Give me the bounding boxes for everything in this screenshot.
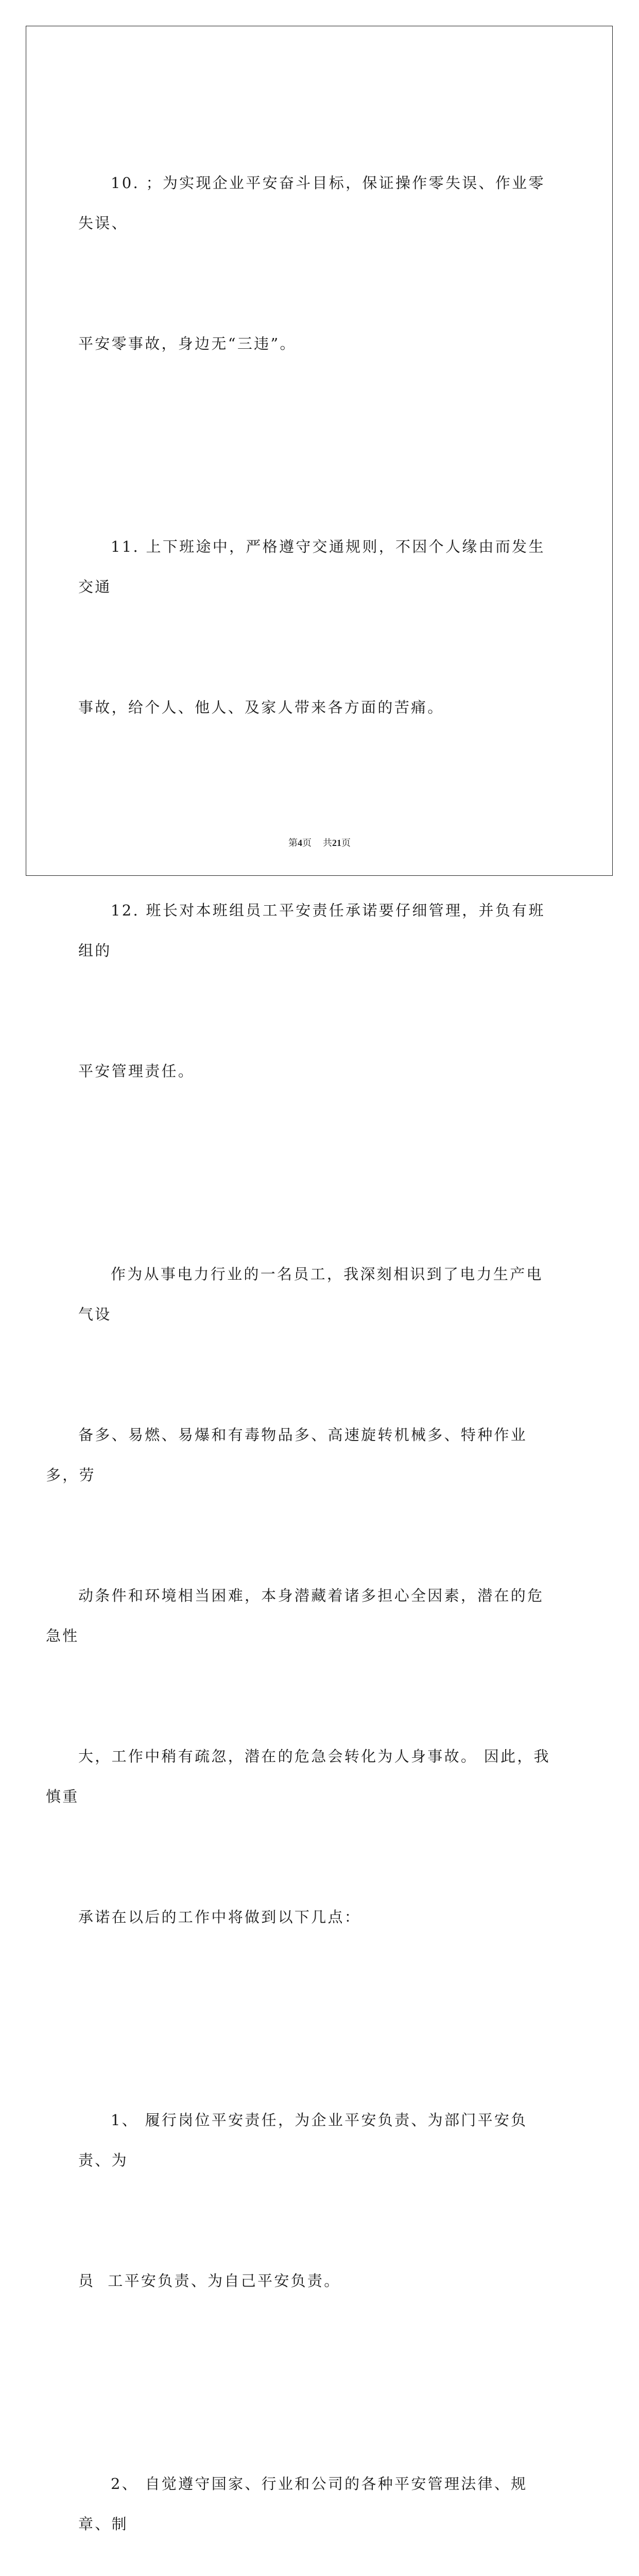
total-suffix: 页 xyxy=(341,838,351,848)
paragraph-point-2 xyxy=(78,2383,560,2576)
paragraph-commitment-intro xyxy=(46,1174,560,2018)
page-prefix: 第 xyxy=(288,838,298,848)
paragraph-item-10 xyxy=(78,82,560,444)
text-line: 员 工平安负责、为自己平安负责。 xyxy=(78,2272,341,2290)
text-line: 平安零事故，身边无“三违”。 xyxy=(78,335,297,352)
text-line: 事故，给个人、他人、及家人带来各方面的苦痛。 xyxy=(78,699,444,716)
text-line: 11. 上下班途中，严格遵守交通规则，不因个人缘由而发生交通 xyxy=(78,538,545,596)
text-line: 1、 履行岗位平安责任，为企业平安负责、为部门平安负责、为 xyxy=(78,2111,528,2169)
document-body xyxy=(46,82,560,2576)
paragraph-item-11 xyxy=(78,446,560,808)
text-line: 10. ；为实现企业平安奋斗目标，保证操作零失误、作业零失误、 xyxy=(78,174,545,232)
page-number: 4 xyxy=(298,838,302,848)
text-line: 承诺在以后的工作中将做到以下几点： xyxy=(78,1908,361,1926)
text-line: 12. 班长对本班组员工平安责任承诺要仔细管理，并负有班组的 xyxy=(78,902,545,959)
text-line: 平安管理责任。 xyxy=(78,1062,195,1080)
text-line: 备多、易燃、易爆和有毒物品多、高速旋转机械多、特种作业多，劳 xyxy=(46,1426,528,1484)
total-prefix: 共 xyxy=(323,838,332,848)
paragraph-point-1 xyxy=(78,2020,560,2381)
page-footer xyxy=(0,836,639,849)
text-line: 动条件和环境相当困难，本身潜藏着诸多担心全因素，潜在的危急性 xyxy=(46,1587,544,1645)
total-pages: 21 xyxy=(332,838,341,848)
text-line: 作为从事电力行业的一名员工，我深刻相识到了电力生产电气设 xyxy=(78,1265,543,1323)
text-line: 2、 自觉遵守国家、行业和公司的各种平安管理法律、规章、制 xyxy=(78,2475,528,2533)
text-line: 大，工作中稍有疏忽，潜在的危急会转化为人身事故。 因此，我慎重 xyxy=(46,1748,550,1805)
paragraph-item-12 xyxy=(78,810,560,1172)
page-suffix: 页 xyxy=(302,838,312,848)
